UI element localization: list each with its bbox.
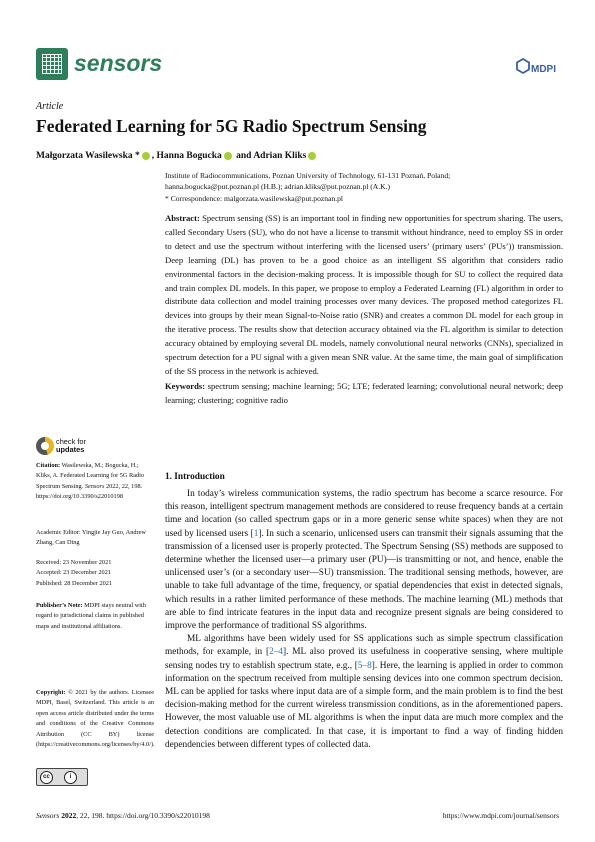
- keywords-text: spectrum sensing; machine learning; 5G; LTE; federated learning; convolutional neural network; deep learning; clustering; cognitive radio: [165, 381, 563, 405]
- copyright: [36, 688, 154, 750]
- keywords-label: Keywords:: [165, 381, 206, 391]
- paragraph: In today’s wireless communication systems, the radio spectrum has become a scarce resource. For this reason, intelligent spectrum management methods are considered to reuse frequency bands at a certain time and location (so called spectrum gaps or in a more generic sense white spaces) when they are not used by licensed users [1]. In such a scenario, unlicensed users can transmit their signals assuming that the transmission of a licensed user is properly protected. The Spectrum Sensing (SS) methods are supposed to determine whether the licensed user—a primary user (PU)—is transmitting or not, and hence, enable the unlicensed user’s (or a secondary user—SU) transmission. The traditional sensing methods, however, are unable to take full advantage of the time, frequency, or spatial dependencies that exist in detected signals, which results in a rather limited performance of these methods. The machine learning (ML) methods that are able to find intricate features in the input data and recognize present signals are being considered to improve the performance of traditional SS algorithms.: [165, 489, 563, 632]
- citation-label: Citation:: [36, 462, 61, 469]
- check-updates-line2: updates: [56, 445, 85, 454]
- paragraph: ML algorithms have been widely used for SS applications such as simple spectrum classification methods, for example, in [2–4]. ML also proved its usefulness in cooperative sensing, where multiple sensing nodes try to establish spectrum state, e.g., [5–8]. Here, the learning is applied in order to common information on the spectrum received from multiple sensing devices into one common spectrum decision. ML can be applied for tasks where input data are of a simple form, and the main problem is to find the best decision-making method for the current wireless transmission conditions, as in the aforementioned papers. However, the most valuable use of ML algorithms is when the input data are much more complex and the detection conditions are complicated. In that case, it is important to find a way of finding hidden dependencies between different types of collected data.: [165, 634, 564, 750]
- citation-link[interactable]: 5–8: [357, 660, 372, 671]
- footer-journal-url[interactable]: https://www.mdpi.com/journal/sensors: [442, 811, 559, 820]
- corresponding-mark: *: [132, 151, 140, 161]
- cc-by-license-icon[interactable]: [36, 768, 88, 786]
- body-text: [165, 488, 563, 752]
- publisher-note-text: MDPI stays neutral with regard to jurisdictional claims in published maps and institutional affiliations.: [36, 602, 146, 630]
- page-title: Federated Learning for 5G Radio Spectrum Sensing: [36, 116, 427, 136]
- author-name: Małgorzata Wasilewska: [36, 151, 133, 161]
- author-conjunction: and: [236, 151, 252, 161]
- abstract: [165, 212, 563, 379]
- author-name: Hanna Bogucka: [156, 151, 222, 161]
- cc-icon: cc: [40, 771, 53, 784]
- check-for-updates-button[interactable]: [36, 437, 106, 459]
- academic-editor: Academic Editor: Yingjie Jay Guo, Andrew Zhang, Can Ding: [36, 529, 146, 547]
- check-updates-icon: [36, 437, 54, 455]
- citation-block: [36, 461, 154, 503]
- orcid-icon[interactable]: [142, 152, 150, 160]
- citation-link[interactable]: 1: [253, 528, 259, 539]
- copyright-text: © 2021 by the authors. Licensee MDPI, Basel, Switzerland. This article is an open access article distributed under the terms and conditions of the Creative Commons Attribution (CC BY) license (https://creativecommons.org/licenses/by/4.0/).: [36, 689, 155, 749]
- abstract-label: Abstract:: [165, 213, 200, 223]
- mdpi-logo-icon: [516, 58, 560, 80]
- section-heading: 1. Introduction: [165, 472, 225, 482]
- citation-text: Wasilewska, M.; Bogucka, H.; Kliks, A. Federated Learning for 5G Radio Spectrum Sensing.: [36, 462, 145, 490]
- published-date: Published: 28 December 2021: [36, 580, 113, 587]
- publisher-note: [36, 601, 154, 632]
- affiliation-emails: hanna.bogucka@put.poznan.pl (H.B.); adrian.kliks@put.poznan.pl (A.K.): [165, 182, 391, 191]
- citation-tail: 2022, 22, 198. https://doi.org/10.3390/s22010198: [36, 482, 143, 501]
- attribution-icon: i: [64, 771, 77, 784]
- footer-journal: Sensors: [36, 811, 60, 820]
- abstract-text: Spectrum sensing (SS) is an important tool in finding new opportunities for spectrum sharing. The users, called Secondary Users (SU), who do not have a license to transmit without hindrance, need to employ SS in order to detect and use the spectrum without interfering with the licensed users’ (primary users’ (PUs’)) transmission. Deep learning (DL) has proven to be a good choice as an intelligent SS algorithm that considers radio environmental factors in the decision-making process. It is impossible though for SU to collect the required data and train complex DL models. In this paper, we propose to employ a Federated Learning (FL) algorithm in order to distribute data collection and model training processes over many devices. The proposed method categorizes FL devices into groups by their mean Signal-to-Noise ratio (SNR) and creates a common DL model for each group in the iterative process. The results show that detection accuracy obtained via the FL algorithm is similar to detection accuracy obtained by employing several DL models, namely convolutional neural networks (CNNs), specialized in spectrum detection for a PU signal with a given mean SNR value. At the same time, the main goal of simplification of the SS process in the network is achieved.: [165, 213, 563, 376]
- keywords: [165, 380, 563, 408]
- author-separator: ,: [151, 151, 155, 161]
- footer-year: 2022: [61, 811, 77, 820]
- author-name: Adrian Kliks: [253, 151, 307, 161]
- journal-logo: [36, 48, 68, 80]
- affiliation-line: Institute of Radiocommunications, Poznan University of Technology, 61-131 Poznań, Poland;: [165, 171, 451, 180]
- mdpi-wordmark: MDPI: [531, 64, 556, 75]
- citation-link[interactable]: 2–4: [269, 647, 284, 658]
- orcid-icon[interactable]: [224, 152, 232, 160]
- journal-name: sensors: [74, 50, 163, 76]
- check-updates-line1: check for: [56, 437, 86, 446]
- received-date: Received: 23 November 2021: [36, 559, 112, 566]
- correspondence: * Correspondence: malgorzata.wasilewska@put.poznan.pl: [165, 194, 344, 203]
- copyright-label: Copyright:: [36, 689, 66, 696]
- author-list: [36, 151, 318, 161]
- footer-citation: [36, 811, 210, 820]
- publisher-note-label: Publisher’s Note:: [36, 602, 83, 609]
- footer-details: , 22, 198. https://doi.org/10.3390/s22010198: [76, 811, 210, 820]
- article-type: Article: [36, 101, 64, 112]
- citation-journal: Sensors: [84, 482, 105, 490]
- accepted-date: Accepted: 23 December 2021: [36, 569, 112, 576]
- orcid-icon[interactable]: [308, 152, 316, 160]
